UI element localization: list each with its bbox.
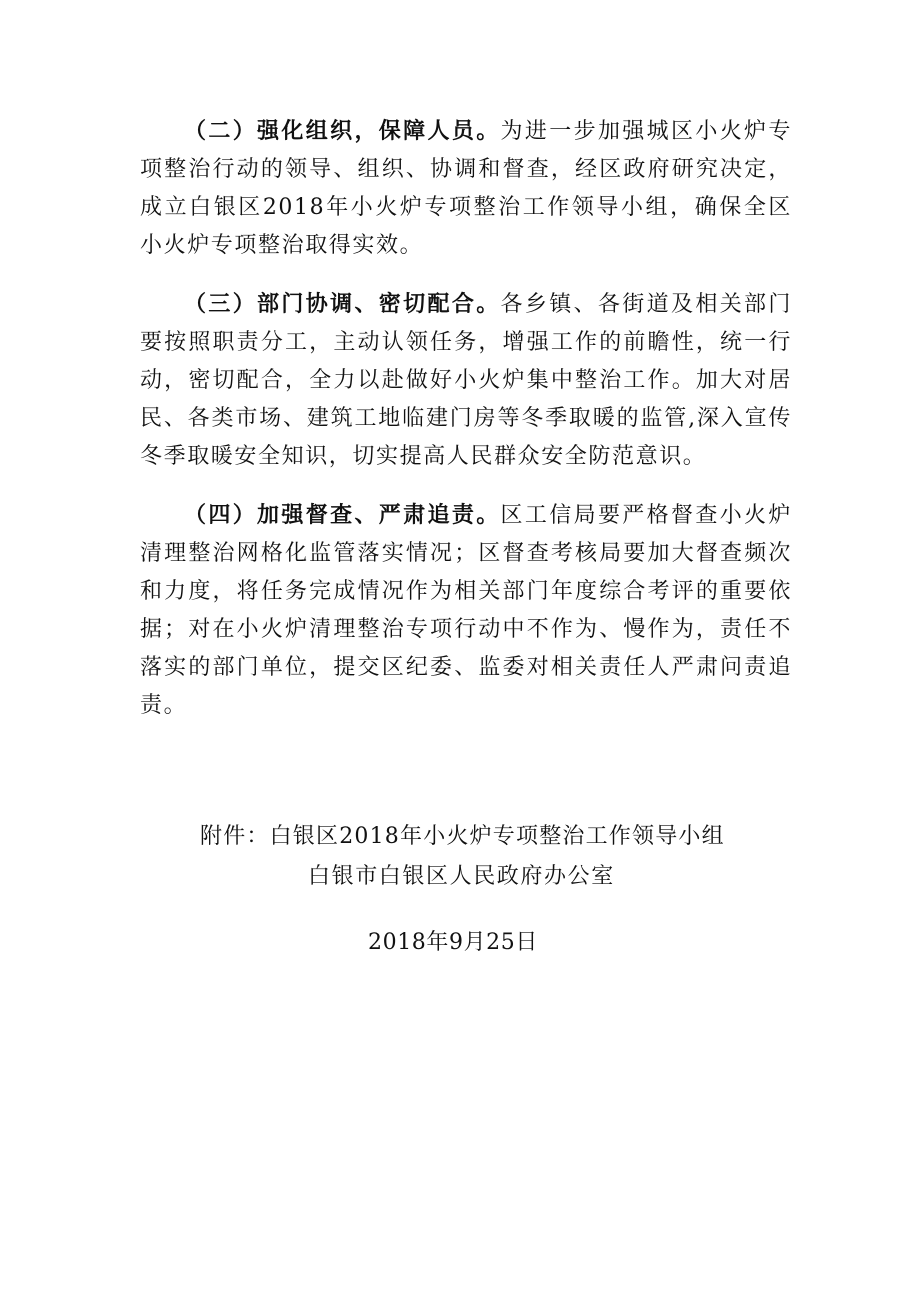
paragraph-4 — [140, 496, 792, 725]
paragraph-text: 为进一步加强城区小火炉专项整治行动的领导、组织、协调和督查，经区政府研究决定，成立白银区2018年小火炉专项整治工作领导小组，确保全区小火炉专项整治取得实效。 — [140, 119, 792, 258]
paragraph-heading: （二）强化组织，保障人员。 — [184, 118, 501, 144]
document-body — [140, 112, 792, 745]
issue-date: 2018年9月25日 — [368, 930, 538, 955]
paragraph-heading: （四）加强督查、严肃追责。 — [184, 502, 501, 528]
issuing-office: 白银市白银区人民政府办公室 — [308, 864, 615, 889]
paragraph-heading: （三）部门协调、密切配合。 — [184, 291, 501, 317]
paragraph-2 — [140, 112, 792, 265]
paragraph-text: 各乡镇、各街道及相关部门要按照职责分工，主动认领任务，增强工作的前瞻性，统一行动，密切配合，全力以赴做好小火炉集中整治工作。加大对居民、各类市场、建筑工地临建门房等冬季取暖的监管,深入宣传冬季取暖安全知识，切实提高人民群众安全防范意识。 — [140, 292, 792, 469]
attachment-note: 附件：白银区2018年小火炉专项整治工作领导小组 — [200, 824, 725, 849]
paragraph-text: 区工信局要严格督查小火炉清理整治网格化监管落实情况；区督查考核局要加大督查频次和力度，将任务完成情况作为相关部门年度综合考评的重要依据；对在小火炉清理整治专项行动中不作为、慢作为，责任不落实的部门单位，提交区纪委、监委对相关责任人严肃问责追责。 — [140, 503, 792, 718]
paragraph-3 — [140, 285, 792, 476]
